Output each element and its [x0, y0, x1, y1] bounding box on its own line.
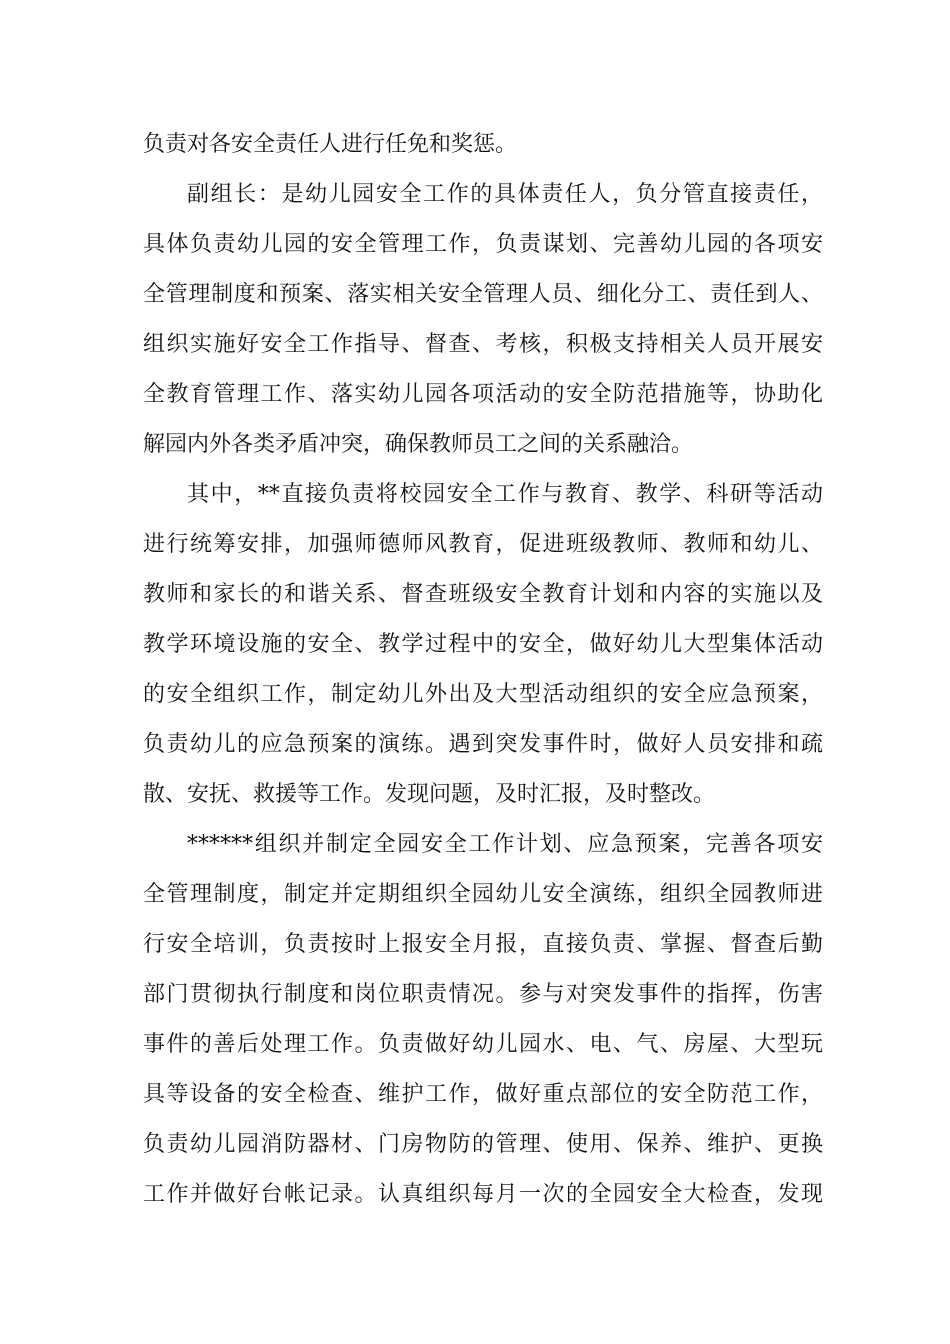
paragraph [143, 120, 823, 170]
text-line: 具体负责幼儿园的安全管理工作，负责谋划、完善幼儿园的各项安 [143, 232, 823, 257]
paragraph [143, 820, 823, 1220]
text-line: 负责幼儿的应急预案的演练。遇到突发事件时，做好人员安排和疏 [143, 732, 823, 757]
text-line: 解园内外各类矛盾冲突，确保教师员工之间的关系融洽。 [143, 432, 694, 457]
text-line: 工作并做好台帐记录。认真组织每月一次的全园安全大检查，发现 [143, 1182, 823, 1207]
text-line: ******组织并制定全园安全工作计划、应急预案，完善各项安 [187, 832, 823, 857]
text-line: 全管理制度，制定并定期组织全园幼儿安全演练，组织全园教师进 [143, 882, 823, 907]
paragraph [143, 170, 823, 470]
text-line: 部门贯彻执行制度和岗位职责情况。参与对突发事件的指挥，伤害 [143, 982, 823, 1007]
text-line: 的安全组织工作，制定幼儿外出及大型活动组织的安全应急预案， [143, 682, 823, 707]
paragraph [143, 470, 823, 820]
text-line: 散、安抚、救援等工作。发现问题，及时汇报，及时整改。 [143, 782, 716, 807]
text-line: 组织实施好安全工作指导、督查、考核，积极支持相关人员开展安 [143, 332, 823, 357]
text-line: 具等设备的安全检查、维护工作，做好重点部位的安全防范工作， [143, 1082, 823, 1107]
text-line: 负责对各安全责任人进行任免和奖惩。 [143, 132, 518, 157]
text-line: 全教育管理工作、落实幼儿园各项活动的安全防范措施等，协助化 [143, 382, 823, 407]
text-line: 事件的善后处理工作。负责做好幼儿园水、电、气、房屋、大型玩 [143, 1032, 823, 1057]
text-line: 其中，**直接负责将校园安全工作与教育、教学、科研等活动 [187, 482, 823, 507]
text-line: 副组长：是幼儿园安全工作的具体责任人，负分管直接责任， [187, 182, 823, 207]
text-line: 全管理制度和预案、落实相关安全管理人员、细化分工、责任到人、 [143, 282, 823, 307]
text-line: 教学环境设施的安全、教学过程中的安全，做好幼儿大型集体活动 [143, 632, 823, 657]
text-line: 进行统筹安排，加强师德师风教育，促进班级教师、教师和幼儿、 [143, 532, 823, 557]
text-line: 教师和家长的和谐关系、督查班级安全教育计划和内容的实施以及 [143, 582, 823, 607]
text-line: 负责幼儿园消防器材、门房物防的管理、使用、保养、维护、更换 [143, 1132, 823, 1157]
text-line: 行安全培训，负责按时上报安全月报，直接负责、掌握、督查后勤 [143, 932, 823, 957]
document-body [143, 120, 823, 1220]
